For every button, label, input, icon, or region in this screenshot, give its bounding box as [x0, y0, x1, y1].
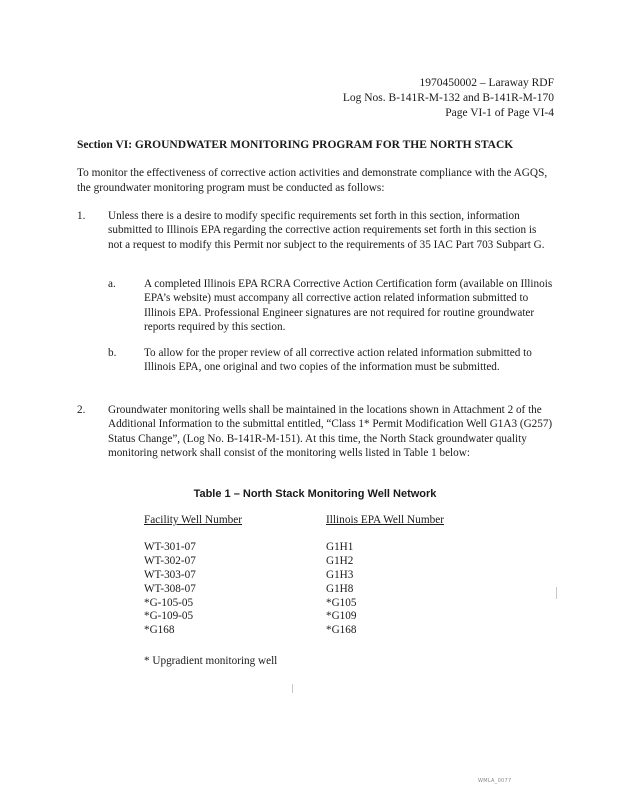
intro-paragraph: To monitor the effectiveness of corrective action activities and demonstrate compliance with the AGQS, the groundwater monitoring program must be conducted as follows: — [77, 167, 548, 194]
page-header — [343, 76, 554, 121]
sub-item-label: a. — [108, 278, 116, 290]
facility-well-cell: WT-303-07 — [144, 568, 196, 581]
page-number-line: Page VI-1 of Page VI-4 — [445, 107, 554, 119]
iepa-well-cell: *G168 — [326, 624, 357, 637]
facility-well-cell: WT-308-07 — [144, 582, 196, 595]
iepa-well-cell: G1H3 — [326, 568, 354, 581]
bates-stamp: WMLA_0077 — [478, 778, 512, 784]
iepa-well-cell: *G109 — [326, 610, 357, 623]
sub-item-label: b. — [108, 347, 117, 359]
scan-artifact — [556, 587, 557, 599]
log-numbers-line: Log Nos. B-141R-M-132 and B-141R-M-170 — [342, 92, 554, 104]
iepa-well-cell: *G105 — [326, 596, 357, 609]
section-title: Section VI: GROUNDWATER MONITORING PROGRAM FOR THE NORTH STACK — [77, 139, 514, 151]
table-footnote: * Upgradient monitoring well — [144, 655, 278, 667]
facility-well-cell: WT-301-07 — [144, 541, 196, 553]
facility-well-cell: *G-109-05 — [144, 610, 194, 623]
facility-well-cell: *G168 — [144, 624, 175, 637]
sub-item-text: To allow for the proper review of all corrective action related information submitted to Illinois EPA, one original and two copies of the information must be submitted. — [144, 347, 532, 374]
list-item-number: 1. — [77, 210, 86, 222]
list-item-text: Unless there is a desire to modify specific requirements set forth in this section, information submitted to Illinois EPA regarding the corrective action requirements set forth in this section is not a request to modify this Permit nor subject to the requirements of 35 IAC Part 703 Subpart G. — [108, 210, 545, 251]
iepa-well-cell: G1H1 — [326, 541, 354, 553]
list-item-number: 2. — [77, 404, 86, 416]
facility-id-line: 1970450002 – Laraway RDF — [419, 77, 554, 89]
sub-item-text: A completed Illinois EPA RCRA Corrective Action Certification form (available on Illinois EPA’s website) must accompany all corrective action related information submitted to Illinois EPA. Professional Engineer signatures are not required for routine groundwater reports required by this section. — [144, 278, 553, 333]
iepa-well-cell: G1H8 — [326, 582, 354, 595]
facility-well-cell: WT-302-07 — [144, 554, 196, 567]
facility-well-cell: *G-105-05 — [144, 596, 194, 609]
iepa-well-cell: G1H2 — [326, 554, 354, 567]
table-header-facility: Facility Well Number — [144, 514, 243, 526]
scan-artifact — [292, 684, 293, 693]
table-title: Table 1 – North Stack Monitoring Well Network — [193, 488, 437, 500]
table-header-iepa: Illinois EPA Well Number — [326, 514, 445, 526]
list-item-text: Groundwater monitoring wells shall be maintained in the locations shown in Attachment 2 of the Additional Information to the submittal entitled, “Class 1* Permit Modification Well G1A3 (G257) Status Change”, (Log No. B-141R-M-151). At this time, the North Stack groundwater quality monitoring network shall consist of the monitoring wells listed in Table 1 below: — [108, 404, 553, 459]
